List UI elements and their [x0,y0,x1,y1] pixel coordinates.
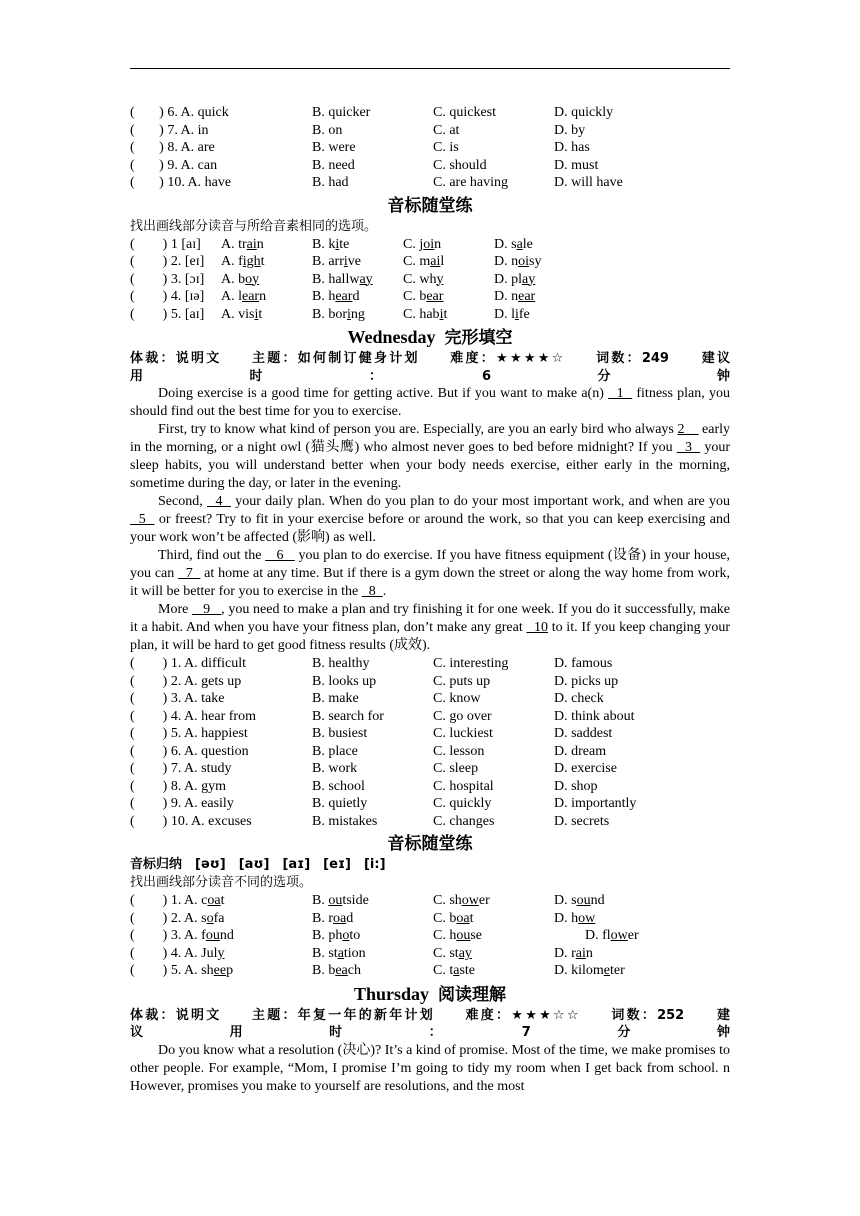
choice-d: D. importantly [554,796,637,812]
option-c: C. taste [433,963,476,979]
choice-number: ( ) 8. A. are [130,140,215,155]
section-title-cn: 阅读理解 [438,984,507,1005]
choice-b: B. quicker [312,105,371,120]
phonetic-row [130,236,730,254]
option-c: C. join [403,236,442,252]
section-title-cn: 完形填空 [444,328,513,348]
choice-number: ( ) 6. A. quick [130,105,229,120]
choice-number: ( ) 7. A. in [130,122,209,138]
section-title-thursday [130,982,730,1007]
passage-paragraph: Second, 4 your daily plan. When do you plan to do your most important work, and when are you 5 or freest? Try to fit in your exercise before or around the work, so that you can keep exercising and your work won’t be affected (影响) as well. [130,494,731,546]
choice-row [130,139,730,157]
phonetic-number: ( ) 3. A. found [130,928,234,944]
choice-c: C. know [433,691,481,707]
choice-c: C. quickly [433,796,492,812]
choice-b: B. quietly [312,796,368,812]
phonetic-list-1 [130,236,730,324]
choice-number: ( ) 9. A. can [130,157,218,173]
choice-b: B. looks up [312,673,377,689]
option-d: D. kilometer [554,963,625,979]
choice-number: ( ) 5. A. happiest [130,726,248,742]
phonetic-row [130,288,730,306]
option-c: C. boat [433,910,474,926]
phonetic-summary: 音标归纳 [əʊ] [aʊ] [aɪ] [eɪ] [i:] [130,857,386,873]
choice-c: C. interesting [433,656,509,672]
phonetic-instruction: 找出画线部分读音不同的选项。 [130,875,313,891]
document-page [130,104,730,1096]
choice-number: ( ) 10. A. have [130,175,232,190]
phonetic-number: ( ) 2. A. sofa [130,910,225,926]
option-b: B. boring [312,306,365,322]
choice-row [130,725,730,743]
option-b: B. beach [312,963,361,979]
choice-number: ( ) 2. A. gets up [130,673,242,689]
choice-d: D. check [554,691,604,707]
choice-row [130,795,730,813]
phonetic-number: ( ) 4. A. July [130,945,225,961]
phonetic-number: ( ) 3. [ɔɪ] [130,271,205,287]
choice-b: B. need [312,157,355,173]
option-b: B. photo [312,928,361,944]
choice-d: D. must [554,157,599,173]
option-d: D. noisy [494,254,542,269]
choice-row [130,778,730,796]
choice-b: B. healthy [312,656,370,672]
option-d: D. sound [554,893,605,909]
option-a: A. learn [221,289,267,304]
choice-b: B. were [312,140,356,155]
choice-d: D. has [554,140,590,155]
phonetic-number: ( ) 5. [aɪ] [130,306,205,322]
choice-row [130,655,730,673]
phonetic-row [130,253,730,271]
section-title-phonetic-2: 音标随堂练 [387,834,473,855]
info-line: 体裁：说明文 主题：如何制订健身计划 难度：★★★★☆ 词数：249 建议 [130,351,730,366]
choice-c: C. luckiest [433,726,493,742]
option-d: D. play [494,271,536,287]
phonetic-number: ( ) 1 [aɪ] [130,236,201,252]
choice-row [130,813,730,831]
section-title-wednesday [130,325,730,350]
option-d: D. rain [554,945,593,961]
choice-b: B. make [312,691,359,707]
choice-row [130,760,730,778]
choice-b: B. school [312,778,365,794]
phonetic-row [130,910,730,928]
choice-d: D. famous [554,656,613,672]
choice-c: C. are having [433,175,509,190]
phonetic-row [130,306,730,324]
choice-number: ( ) 4. A. hear from [130,708,256,724]
info-line: 议 用 时 ： 7 分 钟 [130,1025,730,1041]
option-c: C. bear [403,289,444,304]
passage-paragraph: First, try to know what kind of person you are. Especially, are you an early bird who always 2__ early in the morning, or a night owl (猫头鹰) who almost never goes to bed before midnight? If you 3 your sleep habits, you will understand better when your body needs exercise, either early in the morning, sometime during the day, or later in the evening. [130,422,731,492]
phonetic-list-2 [130,892,730,980]
choice-d: D. exercise [554,761,617,777]
option-b: B. heard [312,289,360,304]
choice-b: B. work [312,761,358,777]
choice-number: ( ) 9. A. easily [130,796,234,812]
choice-number: ( ) 7. A. study [130,761,232,777]
choice-row [130,690,730,708]
option-c: C. mail [403,254,445,269]
choice-row [130,157,730,175]
choice-row [130,174,730,192]
choice-d: D. quickly [554,105,614,120]
section-title-en: Thursday [353,983,430,1004]
choice-d: D. saddest [554,726,613,742]
info-line: 体裁：说明文 主题：年复一年的新年计划 难度：★★★☆☆ 词数：252 建 [130,1007,730,1023]
choice-row [130,743,730,761]
option-a: A. visit [221,306,263,322]
option-d: D. life [494,306,530,322]
passage-paragraph: Doing exercise is a good time for getting active. But if you want to make a(n) 1 fitness plan, you should find out the best time for you to exercise. [130,386,731,420]
phonetic-number: ( ) 5. A. sheep [130,963,234,979]
choice-c: C. should [433,157,487,173]
choice-d: D. will have [554,175,623,190]
choice-d: D. shop [554,778,598,794]
phonetic-number: ( ) 2. [eɪ] [130,254,205,269]
choice-b: B. mistakes [312,813,378,829]
choice-number: ( ) 10. A. excuses [130,813,252,829]
choice-number: ( ) 6. A. question [130,743,249,759]
option-c: C. shower [433,893,490,909]
option-c: C. stay [433,945,472,961]
phonetic-row [130,927,730,945]
choice-c: C. quickest [433,105,496,120]
choice-c: C. at [433,122,460,138]
choice-c: C. is [433,140,459,155]
option-d: D. sale [494,236,533,252]
option-d: D. how [554,910,596,926]
option-b: B. outside [312,893,369,909]
choice-d: D. by [554,122,586,138]
phonetic-row [130,945,730,963]
phonetic-number: ( ) 4. [ɪə] [130,289,205,304]
section-title-en: Wednesday [347,327,436,347]
choice-b: B. busiest [312,726,368,742]
passage-paragraph: Do you know what a resolution (决心)? It’s a kind of promise. Most of the time, we make promises to other people. For example, “Mom, I promise I’m going to tidy my room when I get back from school. n However, promises you make to yourself are resolutions, and the most [130,1042,730,1094]
option-c: C. why [403,271,444,287]
choice-number: ( ) 1. A. difficult [130,656,247,672]
option-b: B. kite [312,236,350,252]
choice-b: B. place [312,743,358,759]
choice-c: C. sleep [433,761,479,777]
choice-c: C. lesson [433,743,485,759]
option-b: B. road [312,910,354,926]
section-title-phonetic-1: 音标随堂练 [387,195,473,216]
option-b: B. hallway [312,271,373,287]
phonetic-number: ( ) 1. A. coat [130,893,225,909]
choice-b: B. search for [312,708,384,724]
phonetic-row [130,271,730,289]
passage-paragraph: More 9 , you need to make a plan and try finishing it for one week. If you do it successfully, make it a habit. And when you have your fitness plan, don’t make any great 10 to it. If you keep changing your plan, it will be hard to get good fitness results (成效). [130,602,730,654]
choice-row [130,104,730,122]
choice-number: ( ) 3. A. take [130,691,225,707]
top-choice-list [130,104,730,192]
option-c: C. house [433,928,483,944]
choice-d: D. dream [554,743,607,759]
header-rule [130,68,730,69]
choice-c: C. puts up [433,673,491,689]
choice-row [130,673,730,691]
option-d: D. flower [585,928,639,944]
choice-c: C. hospital [433,778,494,794]
choice-b: B. on [312,122,343,138]
option-a: A. train [221,236,264,252]
choice-d: D. secrets [554,813,610,829]
passage-paragraph: Third, find out the 6 you plan to do exercise. If you have fitness equipment (设备) in your house, you can 7 at home at any time. But if there is a gym down the street or along the way home from work, it will be better for you to exercise in the 8 . [130,548,731,600]
choice-b: B. had [312,175,349,190]
choice-row [130,122,730,140]
phonetic-row [130,892,730,910]
choice-d: D. picks up [554,673,619,689]
phonetic-row [130,962,730,980]
option-a: A. boy [221,271,260,287]
phonetic-instruction: 找出画线部分读音与所给音素相同的选项。 [130,218,378,234]
option-c: C. habit [403,306,448,322]
option-d: D. near [494,289,536,304]
info-line: 用 时 ： 6 分 钟 [130,368,730,384]
choice-c: C. changes [433,813,495,829]
cloze-choice-list [130,655,730,830]
choice-row [130,708,730,726]
option-b: B. station [312,945,366,961]
option-a: A. fight [221,254,265,269]
choice-number: ( ) 8. A. gym [130,778,227,794]
option-b: B. arrive [312,254,361,269]
choice-d: D. think about [554,708,635,724]
choice-c: C. go over [433,708,492,724]
